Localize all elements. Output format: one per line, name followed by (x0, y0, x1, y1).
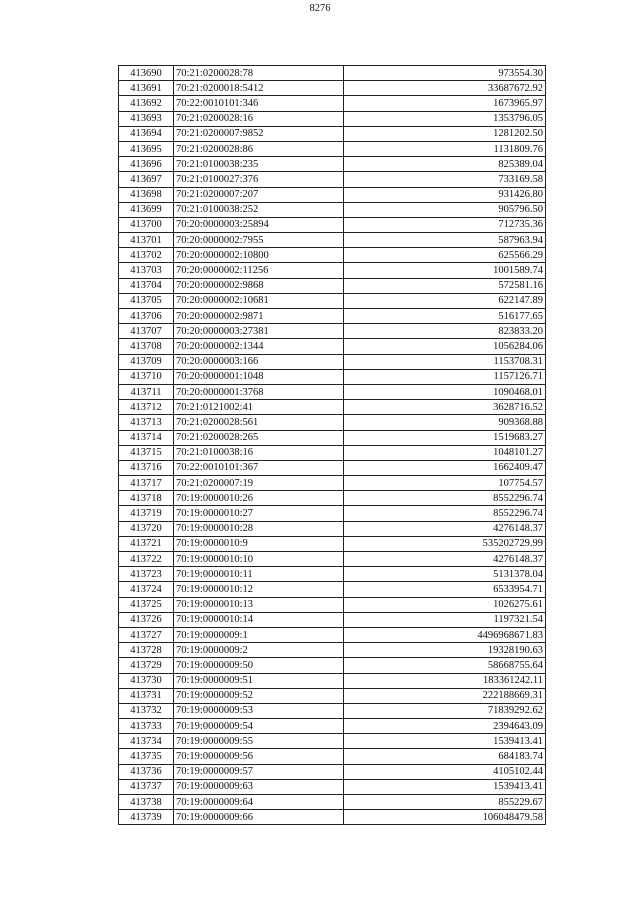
cadastral-number-cell: 70:19:0000009:63 (174, 779, 344, 794)
table-row (119, 597, 546, 612)
table-row (119, 643, 546, 658)
table-row (119, 81, 546, 96)
row-number-cell: 413738 (119, 795, 174, 810)
row-number-cell: 413702 (119, 248, 174, 263)
cadastral-value-cell: 58668755.64 (344, 658, 546, 673)
row-number-cell: 413739 (119, 810, 174, 825)
table-row (119, 141, 546, 156)
table-row (119, 339, 546, 354)
cadastral-number-cell: 70:21:0100027:376 (174, 172, 344, 187)
row-number-cell: 413706 (119, 309, 174, 324)
table-row (119, 445, 546, 460)
cadastral-value-cell: 1673965.97 (344, 96, 546, 111)
cadastral-number-cell: 70:20:0000003:25894 (174, 217, 344, 232)
cadastral-number-cell: 70:21:0200028:78 (174, 66, 344, 81)
cadastral-value-cell: 8552296.74 (344, 506, 546, 521)
row-number-cell: 413719 (119, 506, 174, 521)
table-row (119, 612, 546, 627)
cadastral-value-cell: 1539413.41 (344, 734, 546, 749)
row-number-cell: 413707 (119, 324, 174, 339)
row-number-cell: 413735 (119, 749, 174, 764)
row-number-cell: 413726 (119, 612, 174, 627)
table-row (119, 795, 546, 810)
cadastral-value-cell: 1090468.01 (344, 384, 546, 399)
cadastral-value-cell: 733169.58 (344, 172, 546, 187)
table-row (119, 354, 546, 369)
cadastral-value-cell: 2394643.09 (344, 719, 546, 734)
cadastral-number-cell: 70:19:0000010:9 (174, 536, 344, 551)
row-number-cell: 413730 (119, 673, 174, 688)
table-row (119, 126, 546, 141)
table-row (119, 749, 546, 764)
table-row (119, 384, 546, 399)
cadastral-number-cell: 70:19:0000009:2 (174, 643, 344, 658)
cadastral-number-cell: 70:20:0000001:1048 (174, 369, 344, 384)
cadastral-number-cell: 70:20:0000002:11256 (174, 263, 344, 278)
cadastral-number-cell: 70:19:0000009:56 (174, 749, 344, 764)
cadastral-number-cell: 70:19:0000010:13 (174, 597, 344, 612)
cadastral-number-cell: 70:19:0000010:10 (174, 552, 344, 567)
cadastral-value-cell: 909368.88 (344, 415, 546, 430)
row-number-cell: 413725 (119, 597, 174, 612)
table-row (119, 263, 546, 278)
cadastral-number-cell: 70:19:0000009:55 (174, 734, 344, 749)
cadastral-value-cell: 1026275.61 (344, 597, 546, 612)
cadastral-value-cell: 516177.65 (344, 309, 546, 324)
table-row (119, 430, 546, 445)
row-number-cell: 413692 (119, 96, 174, 111)
table-row (119, 96, 546, 111)
cadastral-value-cell: 572581.16 (344, 278, 546, 293)
row-number-cell: 413737 (119, 779, 174, 794)
table-row (119, 217, 546, 232)
row-number-cell: 413729 (119, 658, 174, 673)
cadastral-value-cell: 183361242.11 (344, 673, 546, 688)
table-row (119, 476, 546, 491)
cadastral-value-cell: 684183.74 (344, 749, 546, 764)
table-row (119, 779, 546, 794)
cadastral-value-cell: 19328190.63 (344, 643, 546, 658)
cadastral-number-cell: 70:20:0000002:9871 (174, 309, 344, 324)
cadastral-number-cell: 70:19:0000010:28 (174, 521, 344, 536)
table-row (119, 734, 546, 749)
table-row (119, 460, 546, 475)
row-number-cell: 413724 (119, 582, 174, 597)
cadastral-value-cell: 905796.50 (344, 202, 546, 217)
table-row (119, 567, 546, 582)
cadastral-number-cell: 70:19:0000009:64 (174, 795, 344, 810)
cadastral-value-cell: 222188669.31 (344, 688, 546, 703)
cadastral-number-cell: 70:19:0000009:57 (174, 764, 344, 779)
table-row (119, 552, 546, 567)
row-number-cell: 413727 (119, 627, 174, 642)
row-number-cell: 413695 (119, 141, 174, 156)
table-row (119, 627, 546, 642)
cadastral-number-cell: 70:20:0000002:1344 (174, 339, 344, 354)
table-row (119, 810, 546, 825)
row-number-cell: 413733 (119, 719, 174, 734)
row-number-cell: 413712 (119, 400, 174, 415)
cadastral-number-cell: 70:20:0000001:3768 (174, 384, 344, 399)
cadastral-number-cell: 70:21:0100038:252 (174, 202, 344, 217)
row-number-cell: 413696 (119, 157, 174, 172)
row-number-cell: 413701 (119, 233, 174, 248)
row-number-cell: 413718 (119, 491, 174, 506)
table-row (119, 521, 546, 536)
cadastral-value-cell: 825389.04 (344, 157, 546, 172)
row-number-cell: 413699 (119, 202, 174, 217)
row-number-cell: 413700 (119, 217, 174, 232)
table-row (119, 202, 546, 217)
cadastral-number-cell: 70:19:0000010:27 (174, 506, 344, 521)
cadastral-number-cell: 70:19:0000009:52 (174, 688, 344, 703)
row-number-cell: 413704 (119, 278, 174, 293)
row-number-cell: 413736 (119, 764, 174, 779)
cadastral-value-cell: 587963.94 (344, 233, 546, 248)
cadastral-value-cell: 1056284.06 (344, 339, 546, 354)
table-row (119, 673, 546, 688)
table-row (119, 582, 546, 597)
cadastral-value-cell: 625566.29 (344, 248, 546, 263)
table-row (119, 719, 546, 734)
table-row (119, 111, 546, 126)
table-row (119, 187, 546, 202)
cadastral-number-cell: 70:21:0200028:561 (174, 415, 344, 430)
cadastral-number-cell: 70:22:0010101:346 (174, 96, 344, 111)
cadastral-number-cell: 70:21:0121002:41 (174, 400, 344, 415)
row-number-cell: 413693 (119, 111, 174, 126)
row-number-cell: 413697 (119, 172, 174, 187)
table-row (119, 688, 546, 703)
cadastral-value-cell: 4276148.37 (344, 521, 546, 536)
cadastral-number-cell: 70:19:0000010:14 (174, 612, 344, 627)
row-number-cell: 413721 (119, 536, 174, 551)
row-number-cell: 413731 (119, 688, 174, 703)
cadastral-number-cell: 70:20:0000002:10800 (174, 248, 344, 263)
cadastral-value-cell: 1281202.50 (344, 126, 546, 141)
cadastral-value-cell: 4105102.44 (344, 764, 546, 779)
cadastral-value-cell: 535202729.99 (344, 536, 546, 551)
cadastral-value-cell: 107754.57 (344, 476, 546, 491)
cadastral-value-cell: 973554.30 (344, 66, 546, 81)
cadastral-number-cell: 70:19:0000009:1 (174, 627, 344, 642)
cadastral-value-cell: 931426.80 (344, 187, 546, 202)
cadastral-number-cell: 70:20:0000002:7955 (174, 233, 344, 248)
row-number-cell: 413691 (119, 81, 174, 96)
row-number-cell: 413710 (119, 369, 174, 384)
cadastral-number-cell: 70:20:0000002:10681 (174, 293, 344, 308)
table-row (119, 400, 546, 415)
cadastral-value-table (118, 65, 546, 825)
cadastral-value-cell: 823833.20 (344, 324, 546, 339)
row-number-cell: 413705 (119, 293, 174, 308)
row-number-cell: 413714 (119, 430, 174, 445)
cadastral-number-cell: 70:19:0000009:66 (174, 810, 344, 825)
row-number-cell: 413694 (119, 126, 174, 141)
table-row (119, 309, 546, 324)
cadastral-value-cell: 8552296.74 (344, 491, 546, 506)
cadastral-number-cell: 70:21:0100038:16 (174, 445, 344, 460)
table-body (119, 66, 546, 825)
table-row (119, 66, 546, 81)
cadastral-value-cell: 1519683.27 (344, 430, 546, 445)
table-row (119, 764, 546, 779)
table-row (119, 324, 546, 339)
table-row (119, 491, 546, 506)
cadastral-number-cell: 70:19:0000009:53 (174, 703, 344, 718)
row-number-cell: 413734 (119, 734, 174, 749)
cadastral-value-cell: 1353796.05 (344, 111, 546, 126)
table-row (119, 278, 546, 293)
table-row (119, 248, 546, 263)
cadastral-number-cell: 70:19:0000009:51 (174, 673, 344, 688)
row-number-cell: 413709 (119, 354, 174, 369)
table-row (119, 536, 546, 551)
cadastral-value-cell: 3628716.52 (344, 400, 546, 415)
table-row (119, 293, 546, 308)
cadastral-value-cell: 1539413.41 (344, 779, 546, 794)
row-number-cell: 413728 (119, 643, 174, 658)
cadastral-number-cell: 70:21:0200007:9852 (174, 126, 344, 141)
cadastral-value-cell: 1157126.71 (344, 369, 546, 384)
row-number-cell: 413708 (119, 339, 174, 354)
cadastral-value-cell: 622147.89 (344, 293, 546, 308)
cadastral-number-cell: 70:20:0000003:166 (174, 354, 344, 369)
row-number-cell: 413732 (119, 703, 174, 718)
row-number-cell: 413722 (119, 552, 174, 567)
cadastral-value-cell: 712735.36 (344, 217, 546, 232)
cadastral-number-cell: 70:19:0000010:12 (174, 582, 344, 597)
cadastral-value-cell: 5131378.04 (344, 567, 546, 582)
cadastral-value-cell: 106048479.58 (344, 810, 546, 825)
row-number-cell: 413690 (119, 66, 174, 81)
cadastral-number-cell: 70:21:0200028:265 (174, 430, 344, 445)
table-row (119, 233, 546, 248)
page-number: 8276 (309, 3, 331, 14)
row-number-cell: 413711 (119, 384, 174, 399)
cadastral-number-cell: 70:20:0000003:27381 (174, 324, 344, 339)
row-number-cell: 413713 (119, 415, 174, 430)
table-row (119, 703, 546, 718)
cadastral-value-cell: 1048101.27 (344, 445, 546, 460)
row-number-cell: 413698 (119, 187, 174, 202)
cadastral-value-cell: 1662409.47 (344, 460, 546, 475)
cadastral-value-cell: 1153708.31 (344, 354, 546, 369)
cadastral-number-cell: 70:21:0200007:207 (174, 187, 344, 202)
row-number-cell: 413723 (119, 567, 174, 582)
row-number-cell: 413720 (119, 521, 174, 536)
row-number-cell: 413715 (119, 445, 174, 460)
cadastral-value-cell: 1131809.76 (344, 141, 546, 156)
table-row (119, 157, 546, 172)
cadastral-number-cell: 70:19:0000009:50 (174, 658, 344, 673)
row-number-cell: 413717 (119, 476, 174, 491)
cadastral-number-cell: 70:19:0000010:26 (174, 491, 344, 506)
table-row (119, 172, 546, 187)
cadastral-number-cell: 70:19:0000010:11 (174, 567, 344, 582)
cadastral-number-cell: 70:19:0000009:54 (174, 719, 344, 734)
cadastral-number-cell: 70:21:0200028:16 (174, 111, 344, 126)
cadastral-value-cell: 855229.67 (344, 795, 546, 810)
cadastral-value-cell: 1197321.54 (344, 612, 546, 627)
cadastral-value-cell: 1001589.74 (344, 263, 546, 278)
table-row (119, 369, 546, 384)
table-row (119, 415, 546, 430)
table-row (119, 658, 546, 673)
cadastral-number-cell: 70:20:0000002:9868 (174, 278, 344, 293)
cadastral-value-cell: 4276148.37 (344, 552, 546, 567)
cadastral-number-cell: 70:21:0200018:5412 (174, 81, 344, 96)
cadastral-value-cell: 4496968671.83 (344, 627, 546, 642)
cadastral-number-cell: 70:21:0200007:19 (174, 476, 344, 491)
row-number-cell: 413703 (119, 263, 174, 278)
row-number-cell: 413716 (119, 460, 174, 475)
cadastral-number-cell: 70:21:0100038:235 (174, 157, 344, 172)
cadastral-number-cell: 70:22:0010101:367 (174, 460, 344, 475)
table-row (119, 506, 546, 521)
cadastral-number-cell: 70:21:0200028:86 (174, 141, 344, 156)
cadastral-value-cell: 33687672.92 (344, 81, 546, 96)
cadastral-value-cell: 71839292.62 (344, 703, 546, 718)
cadastral-value-cell: 6533954.71 (344, 582, 546, 597)
